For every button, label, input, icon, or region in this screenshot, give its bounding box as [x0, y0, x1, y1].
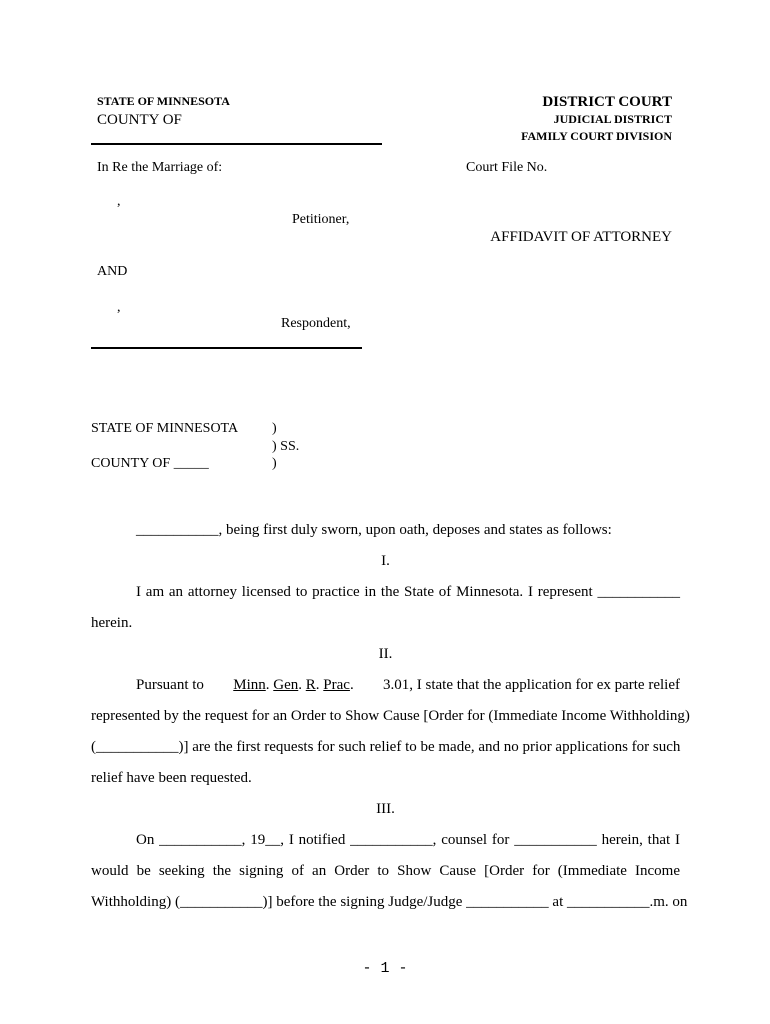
paragraph-2-line-2: represented by the request for an Order to Show Cause [Order for (Immediate Income Withholding) [91, 708, 690, 724]
paragraph-1-line-2: herein. [91, 615, 133, 631]
document-title: AFFIDAVIT OF ATTORNEY [490, 229, 672, 245]
affiant-intro: ___________, being first duly sworn, upon oath, deposes and states as follows: [136, 522, 612, 538]
respondent-name-blank: , [117, 300, 121, 315]
p2-pursuant: Pursuant to [136, 677, 204, 693]
section-heading-1: I. [381, 553, 390, 569]
court-division: FAMILY COURT DIVISION [521, 129, 672, 143]
paragraph-1-line-1: I am an attorney licensed to practice in the State of Minnesota. I represent ___________ [136, 584, 680, 600]
venue-ss: ) SS. [272, 439, 300, 454]
section-heading-3: III. [376, 801, 395, 817]
page-number: - 1 - [362, 960, 408, 977]
p2-minn: Minn [233, 677, 266, 693]
judicial-district: JUDICIAL DISTRICT [553, 112, 672, 126]
paragraph-2-line-3: (___________)] are the first requests for such relief to be made, and no prior applications for such [91, 739, 681, 755]
venue-county: COUNTY OF _____ [91, 456, 209, 471]
paragraph-2-line-1 [136, 677, 680, 694]
p2-citation: Minn. Gen. R. Prac. [233, 677, 354, 693]
venue-paren-2: ) [272, 456, 277, 471]
paragraph-3-line-2: would be seeking the signing of an Order to Show Cause [Order for (Immediate Income [91, 863, 680, 879]
paragraph-3-line-1: On ___________, 19__, I notified ___________, counsel for ___________ herein, that I [136, 832, 680, 848]
venue-paren-1: ) [272, 421, 277, 436]
court-name: DISTRICT COURT [542, 94, 672, 110]
p2-prac: Prac [323, 677, 350, 693]
paragraph-2-line-4: relief have been requested. [91, 770, 252, 786]
venue-state: STATE OF MINNESOTA [91, 421, 239, 436]
caption-rule-bottom [91, 347, 362, 349]
petitioner-label: Petitioner, [292, 212, 350, 227]
petitioner-name-blank: , [117, 194, 121, 209]
paragraph-3-line-3: Withholding) (___________)] before the signing Judge/Judge ___________ at ___________.m. on [91, 894, 688, 910]
respondent-label: Respondent, [281, 316, 351, 331]
and-label: AND [97, 264, 128, 279]
section-heading-2: II. [378, 646, 393, 662]
p2-gen: Gen [273, 677, 299, 693]
in-re-heading: In Re the Marriage of: [97, 160, 223, 175]
p2-r: R [305, 677, 316, 693]
caption-state: STATE OF MINNESOTA [97, 94, 230, 108]
p2-rest: 3.01, I state that the application for ex parte relief [383, 677, 680, 693]
court-file-number: Court File No. [466, 160, 548, 175]
caption-rule-top [91, 143, 382, 145]
caption-county: COUNTY OF [97, 112, 182, 128]
